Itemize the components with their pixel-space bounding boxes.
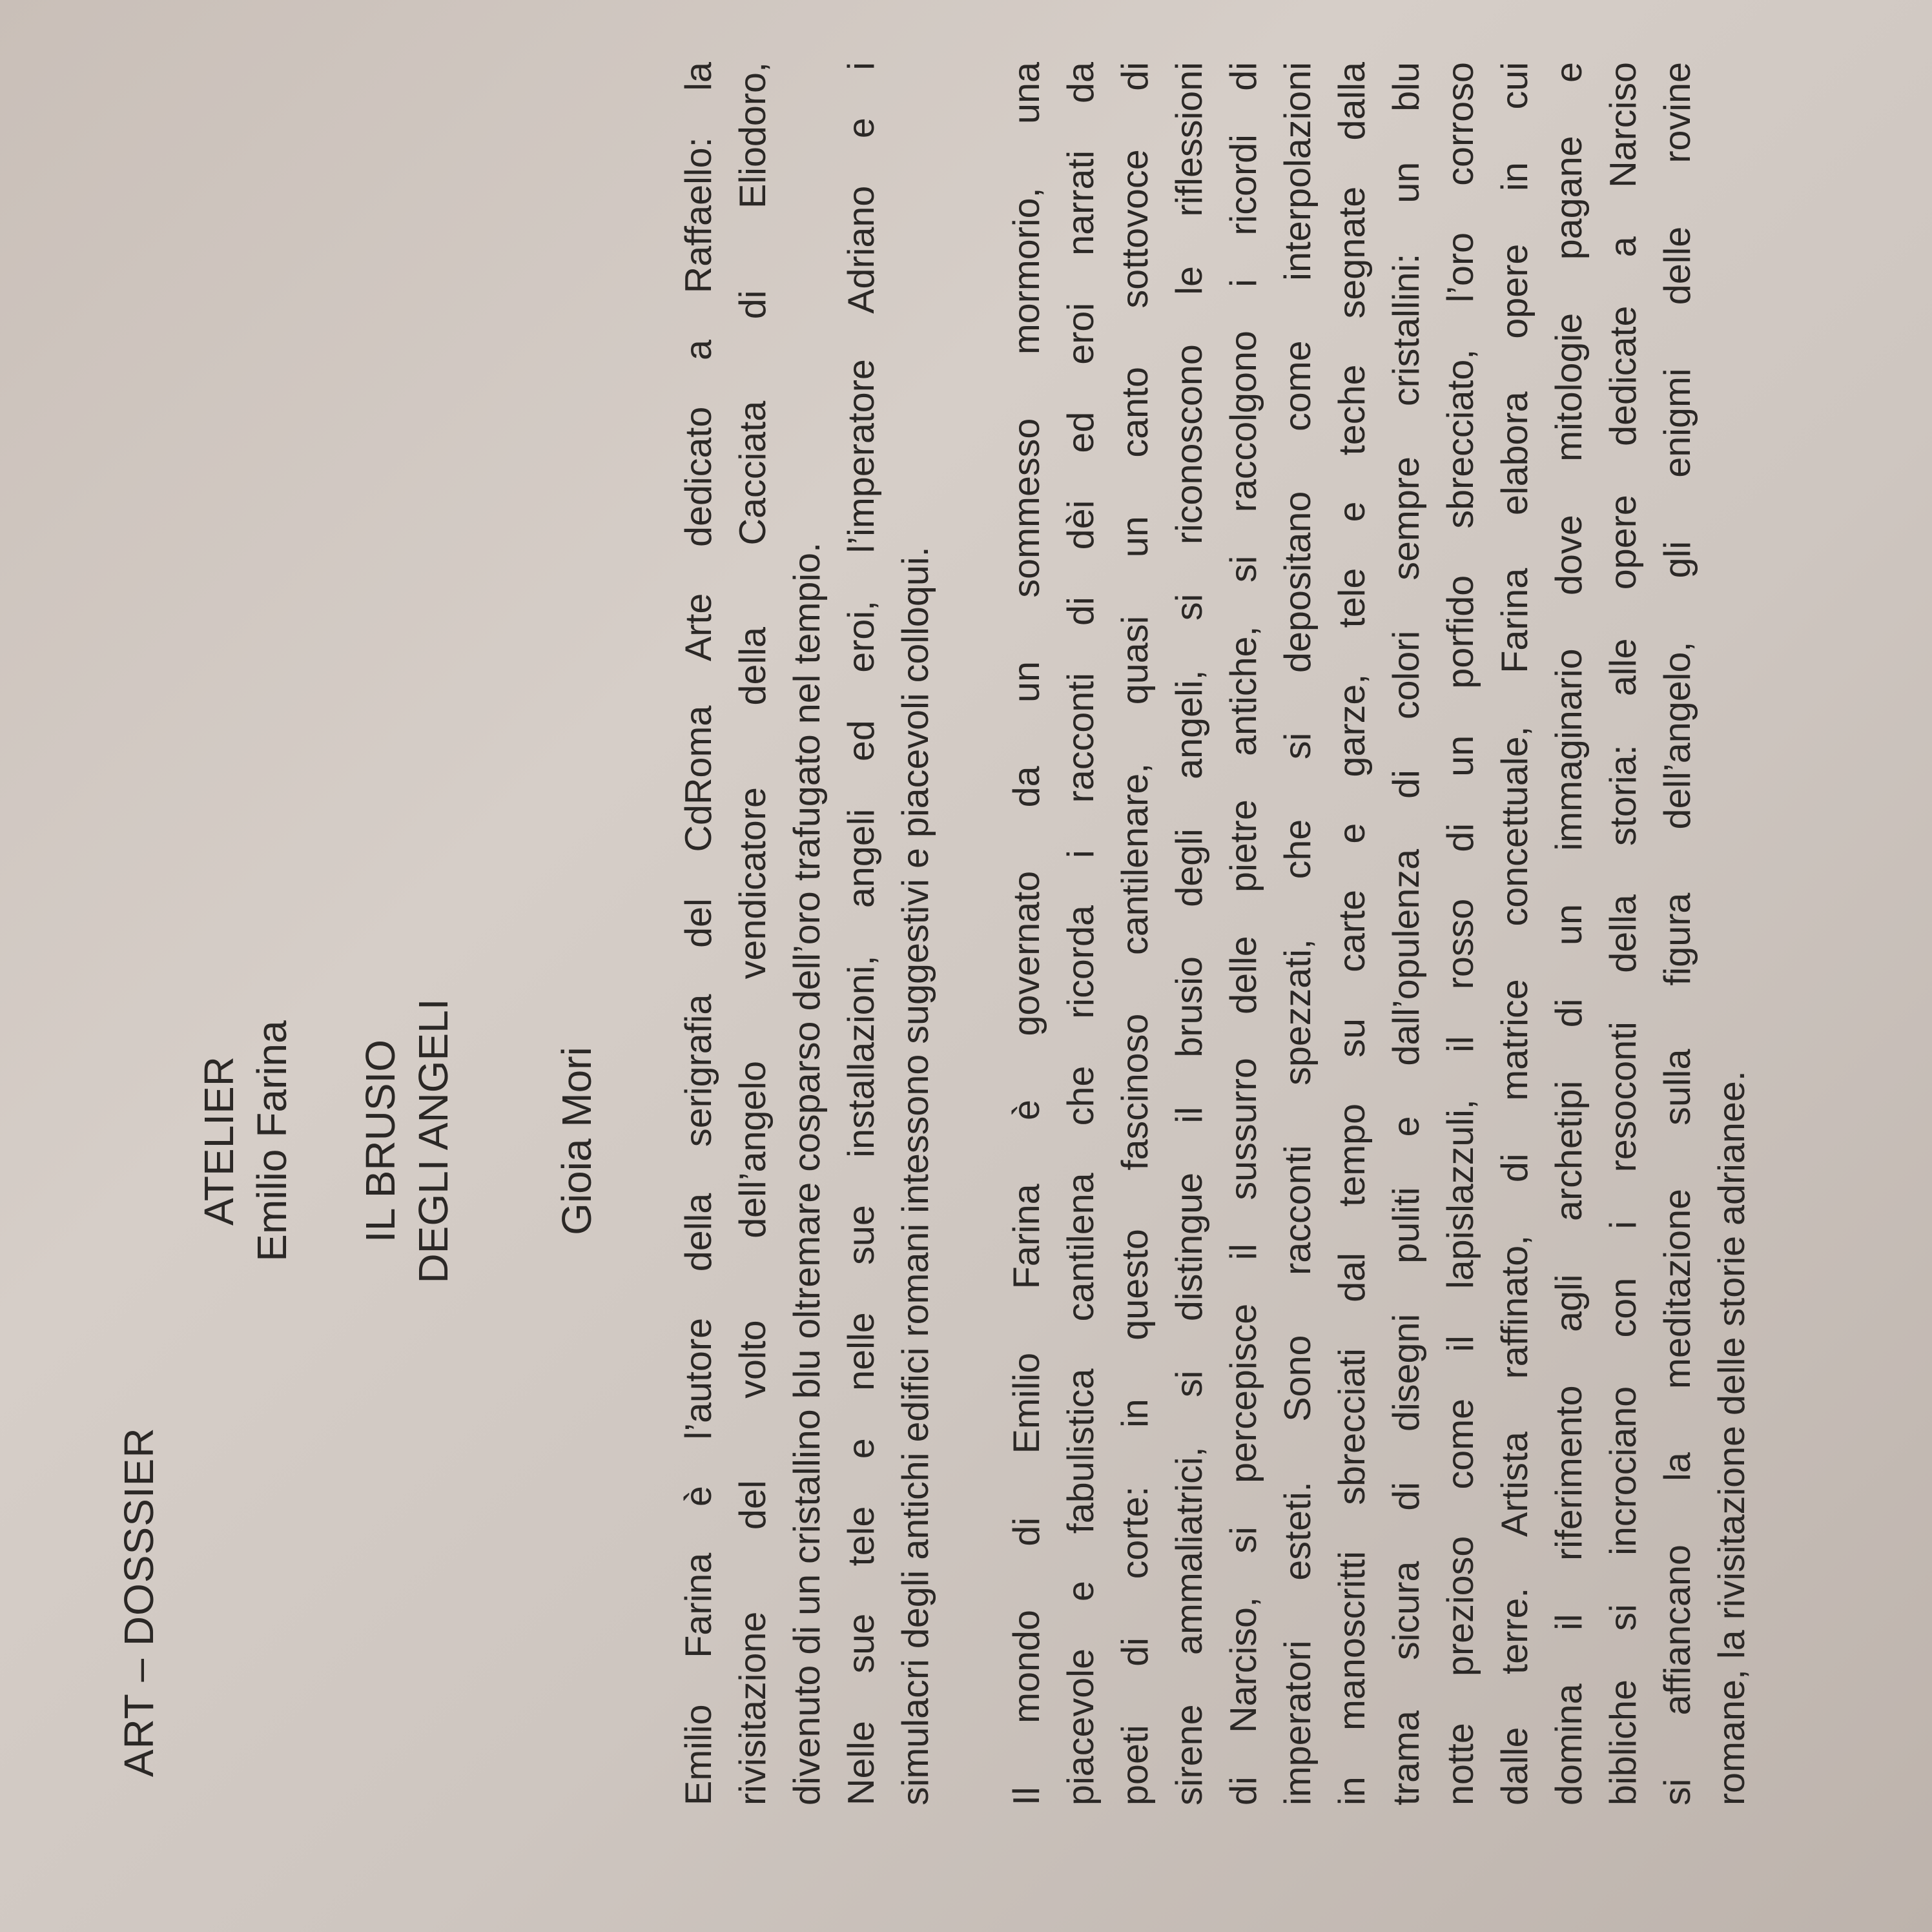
paragraph-2 xyxy=(1000,62,1759,1805)
paragraph-2-line: imperatori esteti. Sono racconti spezzati, che si depositano come interpolazioni xyxy=(1277,62,1319,1805)
paragraph-2-line: domina il riferimento agli archetipi di un immaginario dove mitologie pagane e xyxy=(1548,62,1590,1805)
paragraph-1-line: Emilio Farina è l’autore della serigrafia del CdRoma Arte dedicato a Raffaello: la xyxy=(678,62,719,1805)
paragraph-2-line: Il mondo di Emilio Farina è governato da un sommesso mormorio, una xyxy=(1006,62,1047,1805)
paragraph-2-line: romane, la rivisitazione delle storie adrianee. xyxy=(1711,1071,1752,1805)
paragraph-2-line: di Narciso, si percepisce il sussurro delle pietre antiche, si raccolgono i ricordi di xyxy=(1223,62,1264,1805)
paragraph-1-line: divenuto di un cristallino blu oltremare cosparso dell’oro trafugato nel tempio. xyxy=(786,542,828,1805)
atelier-block xyxy=(192,350,298,1932)
paragraph-2-line: si affiancano la meditazione sulla figura dell’angelo, gli enigmi delle rovine xyxy=(1657,62,1698,1805)
title-line-2: DEGLI ANGELI xyxy=(410,998,457,1284)
paragraph-1-line: rivisitazione del volto dell’angelo vendicatore della Cacciata di Eliodoro, xyxy=(732,62,774,1805)
artist-name: Emilio Farina xyxy=(249,1020,295,1262)
paragraph-2-line: bibliche si incrociano con i resoconti della storia: alle opere dedicate a Narciso xyxy=(1603,62,1644,1805)
paragraph-2-line: poeti di corte: in questo fascinoso cantilenare, quasi un canto sottovoce di xyxy=(1115,62,1156,1805)
section-heading: ART – DOSSSIER xyxy=(116,1427,162,1777)
paragraph-2-line: piacevole e fabulistica cantilena che ricorda i racconti di dèi ed eroi narrati da xyxy=(1060,62,1102,1805)
paragraph-2-line: trama sicura di disegni puliti e dall’opulenza di colori sempre cristallini: un blu xyxy=(1386,62,1427,1805)
atelier-label: ATELIER xyxy=(196,1056,242,1226)
article-author: Gioia Mori xyxy=(553,1047,600,1235)
paragraph-2-line: dalle terre. Artista raffinato, di matrice concettuale, Farina elabora opere in cui xyxy=(1494,62,1536,1805)
paragraph-2-line: sirene ammaliatrici, si distingue il brusio degli angeli, si riconoscono le riflessioni xyxy=(1169,62,1210,1805)
article-title xyxy=(354,350,460,1932)
paragraph-1-line: simulacri degli antichi edifici romani intessono suggestivi e piacevoli colloqui. xyxy=(895,546,936,1805)
paragraph-2-line: notte prezioso come il lapislazzuli, il rosso di un porfido sbrecciato, l’oro corroso xyxy=(1440,62,1481,1805)
title-line-1: IL BRUSIO xyxy=(357,1039,404,1243)
paragraph-1-line: Nelle sue tele e nelle sue installazioni, angeli ed eroi, l’imperatore Adriano e i xyxy=(841,62,882,1805)
paragraph-1 xyxy=(672,62,943,1805)
paragraph-2-line: in manoscritti sbrecciati dal tempo su carte e garze, tele e teche segnate dalla xyxy=(1331,62,1373,1805)
